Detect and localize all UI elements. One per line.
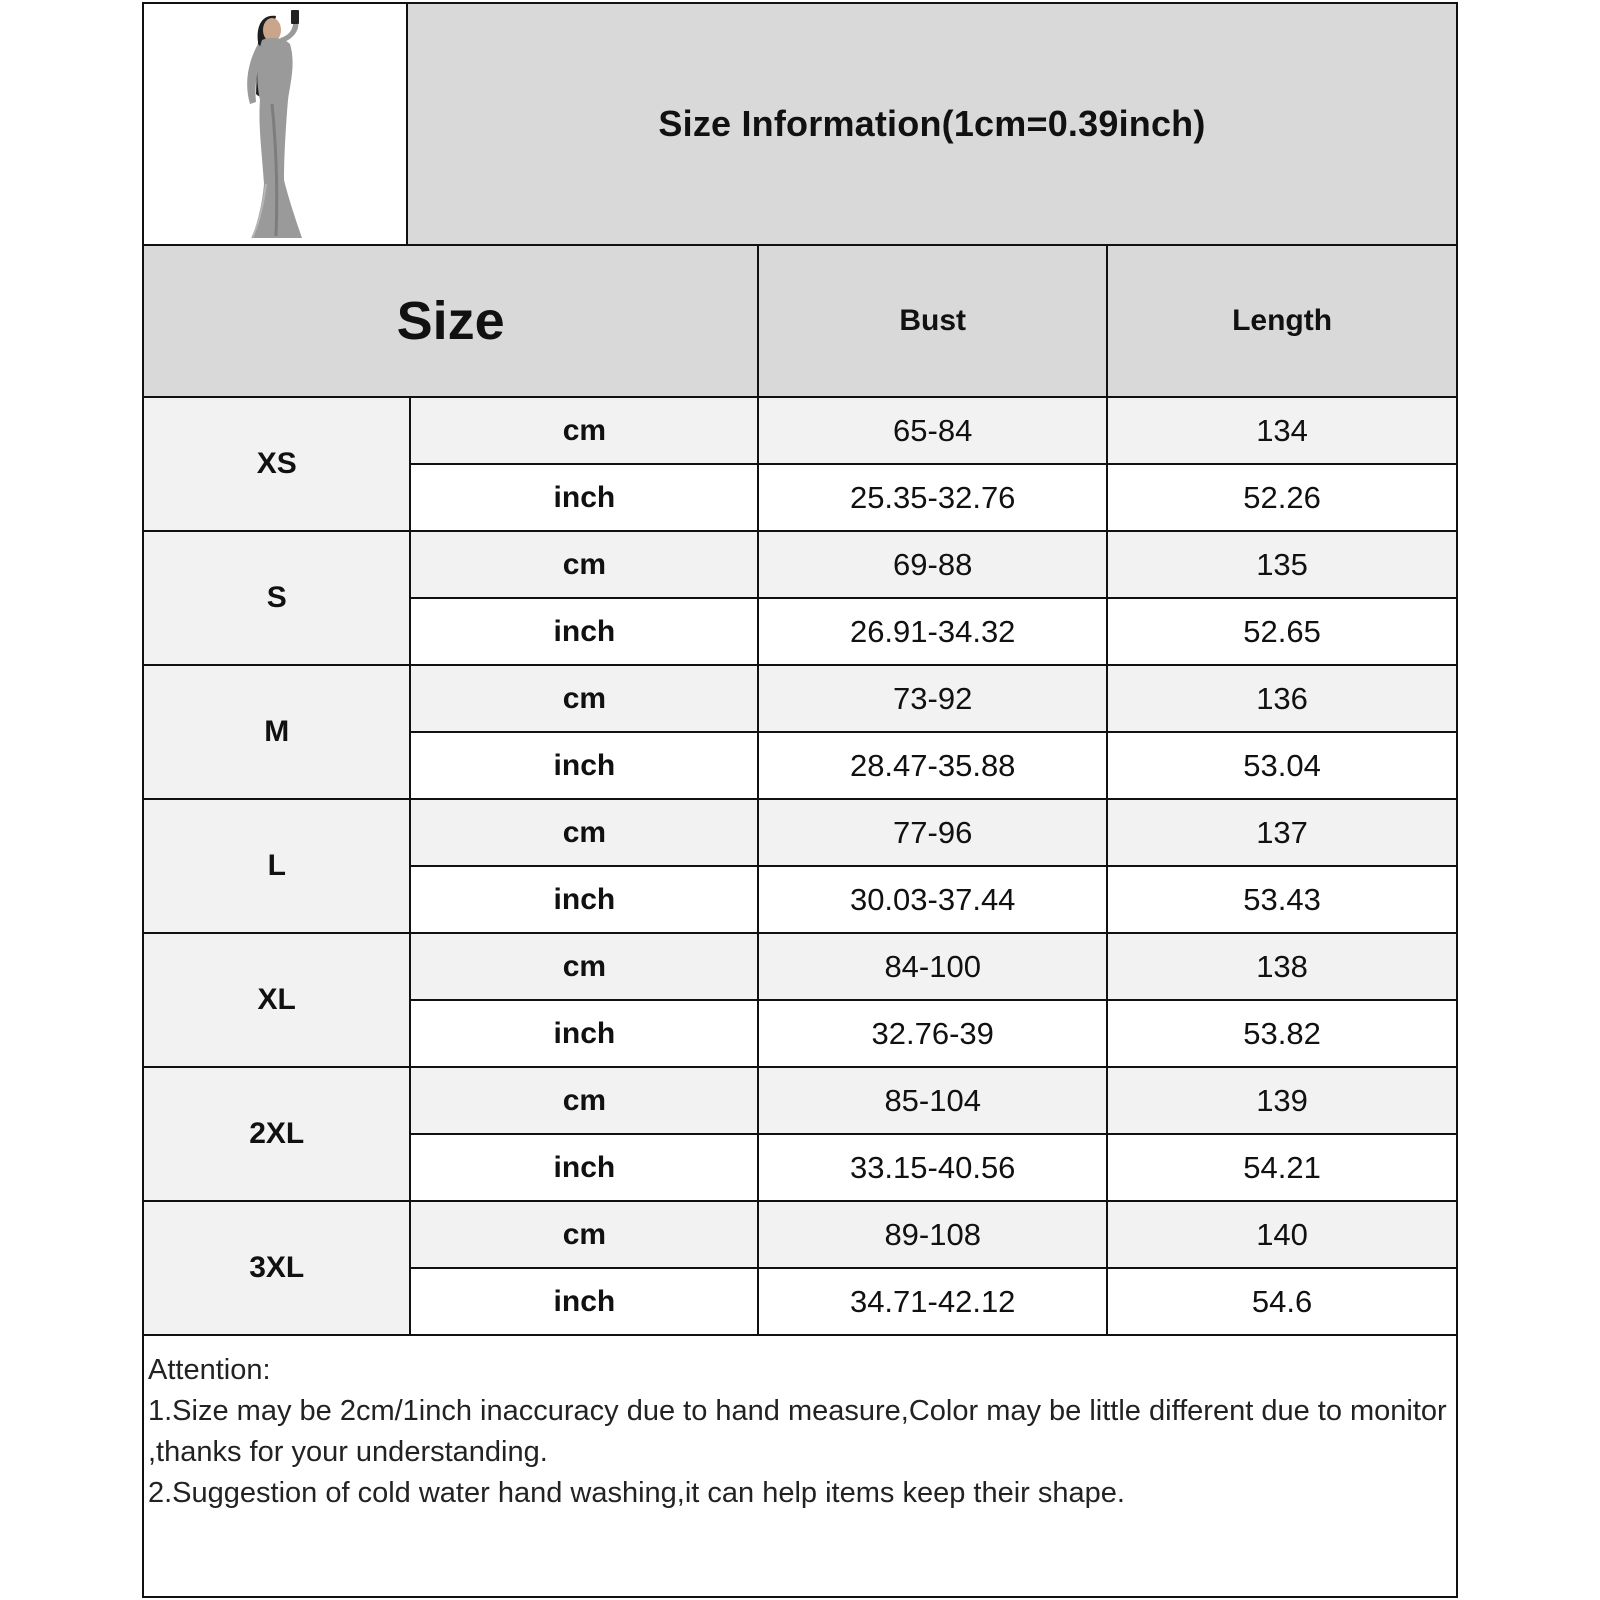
table-row: [144, 1201, 1456, 1268]
title-cell: [408, 4, 1456, 244]
length-inch-value: 53.82: [1107, 1000, 1456, 1067]
unit-inch-label: inch: [410, 732, 758, 799]
dress-model-photo-icon: [144, 4, 406, 244]
size-label: 3XL: [144, 1201, 410, 1335]
bust-inch-value: 26.91-34.32: [758, 598, 1107, 665]
bust-cm-value: 85-104: [758, 1067, 1107, 1134]
size-label: XL: [144, 933, 410, 1067]
column-header-bust: Bust: [758, 245, 1107, 397]
column-header-length: Length: [1107, 245, 1456, 397]
unit-inch-label: inch: [410, 464, 758, 531]
column-header-row: [144, 245, 1456, 397]
attention-notes: [148, 1350, 1448, 1514]
bust-cm-value: 77-96: [758, 799, 1107, 866]
table-row: [144, 531, 1456, 598]
bust-inch-value: 30.03-37.44: [758, 866, 1107, 933]
header-row: [144, 4, 1456, 246]
unit-cm-label: cm: [410, 397, 758, 464]
bust-inch-value: 34.71-42.12: [758, 1268, 1107, 1335]
unit-cm-label: cm: [410, 1201, 758, 1268]
table-row: [144, 1067, 1456, 1134]
page-title: Size Information(1cm=0.39inch): [658, 103, 1206, 144]
unit-inch-label: inch: [410, 598, 758, 665]
length-cm-value: 135: [1107, 531, 1456, 598]
bust-inch-value: 28.47-35.88: [758, 732, 1107, 799]
unit-inch-label: inch: [410, 866, 758, 933]
length-inch-value: 52.26: [1107, 464, 1456, 531]
unit-cm-label: cm: [410, 665, 758, 732]
attention-heading: Attention:: [148, 1354, 271, 1386]
length-cm-value: 136: [1107, 665, 1456, 732]
length-inch-value: 53.04: [1107, 732, 1456, 799]
unit-cm-label: cm: [410, 799, 758, 866]
size-chart-frame: [142, 2, 1458, 1598]
size-label: 2XL: [144, 1067, 410, 1201]
bust-inch-value: 25.35-32.76: [758, 464, 1107, 531]
product-photo: [144, 4, 408, 244]
unit-inch-label: inch: [410, 1000, 758, 1067]
bust-cm-value: 84-100: [758, 933, 1107, 1000]
bust-cm-value: 89-108: [758, 1201, 1107, 1268]
bust-cm-value: 69-88: [758, 531, 1107, 598]
bust-cm-value: 65-84: [758, 397, 1107, 464]
length-cm-value: 138: [1107, 933, 1456, 1000]
unit-cm-label: cm: [410, 1067, 758, 1134]
size-table: [144, 244, 1456, 1336]
table-row: [144, 665, 1456, 732]
unit-cm-label: cm: [410, 933, 758, 1000]
bust-inch-value: 32.76-39: [758, 1000, 1107, 1067]
size-label: M: [144, 665, 410, 799]
bust-cm-value: 73-92: [758, 665, 1107, 732]
length-inch-value: 52.65: [1107, 598, 1456, 665]
unit-inch-label: inch: [410, 1134, 758, 1201]
table-row: [144, 799, 1456, 866]
unit-cm-label: cm: [410, 531, 758, 598]
unit-inch-label: inch: [410, 1268, 758, 1335]
size-label: XS: [144, 397, 410, 531]
length-inch-value: 53.43: [1107, 866, 1456, 933]
attention-note-2: 2.Suggestion of cold water hand washing,it can help items keep their shape.: [148, 1477, 1125, 1509]
length-cm-value: 137: [1107, 799, 1456, 866]
length-cm-value: 134: [1107, 397, 1456, 464]
length-cm-value: 139: [1107, 1067, 1456, 1134]
size-label: L: [144, 799, 410, 933]
attention-note-1: 1.Size may be 2cm/1inch inaccuracy due to hand measure,Color may be little different due to monitor ,thanks for your understanding.: [148, 1395, 1447, 1468]
bust-inch-value: 33.15-40.56: [758, 1134, 1107, 1201]
length-inch-value: 54.6: [1107, 1268, 1456, 1335]
size-label: S: [144, 531, 410, 665]
length-cm-value: 140: [1107, 1201, 1456, 1268]
table-row: [144, 933, 1456, 1000]
column-header-size: Size: [144, 245, 758, 397]
table-row: [144, 397, 1456, 464]
length-inch-value: 54.21: [1107, 1134, 1456, 1201]
